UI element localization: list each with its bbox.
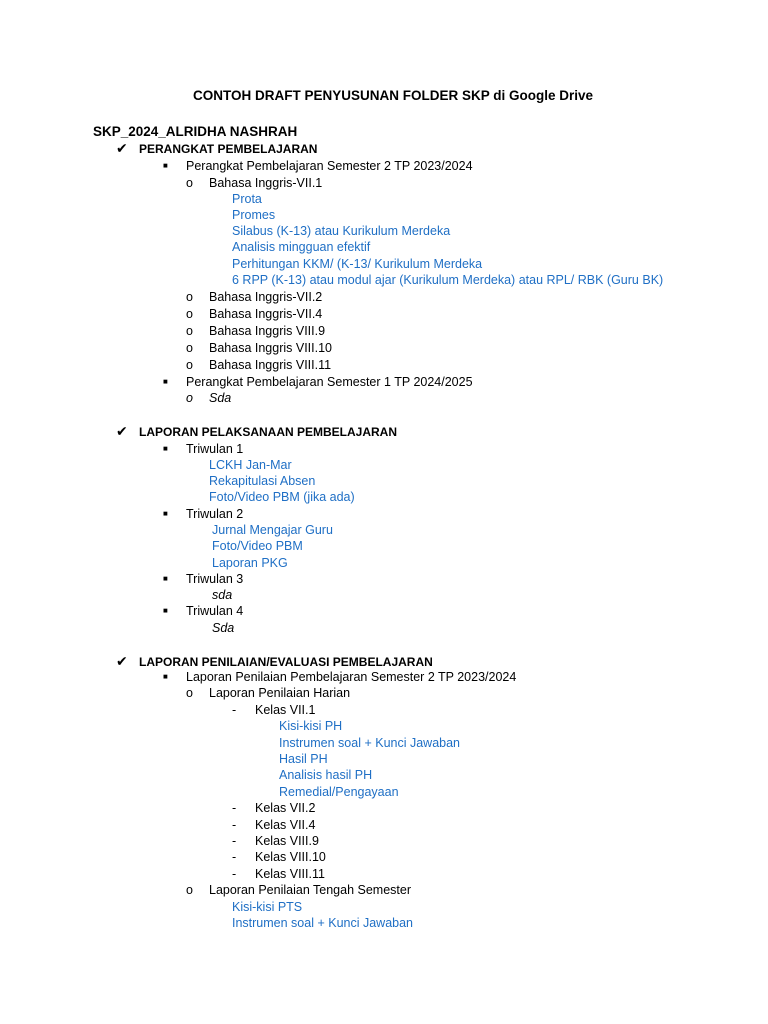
file-item: LCKH Jan-Mar — [209, 458, 292, 472]
file-item: Foto/Video PBM (jika ada) — [209, 490, 355, 504]
file-item: Analisis mingguan efektif — [232, 240, 371, 254]
folder-class: Kelas VII.1 — [255, 703, 316, 717]
file-item: Kisi-kisi PH — [279, 719, 343, 733]
square-bullet-icon: ■ — [163, 161, 168, 170]
dash-bullet-icon: - — [232, 703, 237, 717]
circle-bullet-icon: o — [186, 176, 193, 190]
folder-quarter: Triwulan 3 — [186, 572, 244, 586]
circle-bullet-icon: o — [186, 307, 193, 321]
section-heading: LAPORAN PELAKSANAAN PEMBELAJARAN — [139, 425, 398, 439]
square-bullet-icon: ■ — [163, 574, 168, 583]
file-item: Analisis hasil PH — [279, 768, 373, 782]
file-item: Foto/Video PBM — [212, 539, 303, 553]
file-item: Remedial/Pengayaan — [279, 785, 399, 799]
folder-class: Kelas VII.4 — [255, 818, 316, 832]
folder-semester: Perangkat Pembelajaran Semester 1 TP 2024/2025 — [186, 375, 473, 389]
section-heading: LAPORAN PENILAIAN/EVALUASI PEMBELAJARAN — [139, 655, 433, 669]
folder-class: Kelas VIII.11 — [255, 867, 325, 881]
circle-bullet-icon: o — [186, 358, 193, 372]
sub-note: Sda — [209, 391, 232, 405]
file-item: Jurnal Mengajar Guru — [212, 523, 333, 537]
checkmark-icon: ✔ — [116, 423, 128, 439]
folder-class: Bahasa Inggris-VII.4 — [209, 307, 323, 321]
file-item: Laporan PKG — [212, 556, 288, 570]
file-item: Perhitungan KKM/ (K-13/ Kurikulum Merdeka — [232, 257, 483, 271]
folder-semester: Laporan Penilaian Pembelajaran Semester 2 TP 2023/2024 — [186, 670, 517, 684]
root-folder: SKP_2024_ALRIDHA NASHRAH — [93, 124, 298, 139]
dash-bullet-icon: - — [232, 850, 237, 864]
circle-bullet-icon: o — [186, 391, 193, 405]
circle-bullet-icon: o — [186, 686, 193, 700]
square-bullet-icon: ■ — [163, 672, 168, 681]
sub-note: sda — [212, 588, 233, 602]
dash-bullet-icon: - — [232, 867, 237, 881]
document-title: CONTOH DRAFT PENYUSUNAN FOLDER SKP di Google Drive — [193, 88, 594, 103]
file-item: Kisi-kisi PTS — [232, 900, 303, 914]
circle-bullet-icon: o — [186, 290, 193, 304]
file-item: Instrumen soal + Kunci Jawaban — [232, 916, 414, 930]
folder-class: Bahasa Inggris-VII.2 — [209, 290, 323, 304]
folder-semester: Perangkat Pembelajaran Semester 2 TP 2023/2024 — [186, 159, 473, 173]
folder-class: Kelas VII.2 — [255, 801, 316, 815]
square-bullet-icon: ■ — [163, 377, 168, 386]
dash-bullet-icon: - — [232, 818, 237, 832]
folder-class: Bahasa Inggris VIII.9 — [209, 324, 326, 338]
file-item: Prota — [232, 192, 262, 206]
square-bullet-icon: ■ — [163, 606, 168, 615]
file-item: Promes — [232, 208, 276, 222]
dash-bullet-icon: - — [232, 801, 237, 815]
folder-class: Bahasa Inggris VIII.11 — [209, 358, 332, 372]
section-heading: PERANGKAT PEMBELAJARAN — [139, 142, 318, 156]
square-bullet-icon: ■ — [163, 509, 168, 518]
square-bullet-icon: ■ — [163, 444, 168, 453]
folder-class: Kelas VIII.10 — [255, 850, 326, 864]
folder-class: Kelas VIII.9 — [255, 834, 319, 848]
folder-quarter: Triwulan 1 — [186, 442, 244, 456]
file-item: Silabus (K-13) atau Kurikulum Merdeka — [232, 224, 451, 238]
folder-class: Bahasa Inggris-VII.1 — [209, 176, 323, 190]
file-item: Instrumen soal + Kunci Jawaban — [279, 736, 461, 750]
folder-assessment: Laporan Penilaian Harian — [209, 686, 351, 700]
circle-bullet-icon: o — [186, 341, 193, 355]
file-item: Rekapitulasi Absen — [209, 474, 316, 488]
file-item: 6 RPP (K-13) atau modul ajar (Kurikulum Merdeka) atau RPL/ RBK (Guru BK) — [232, 273, 664, 287]
folder-class: Bahasa Inggris VIII.10 — [209, 341, 332, 355]
checkmark-icon: ✔ — [116, 653, 128, 669]
sub-note: Sda — [212, 621, 235, 635]
folder-quarter: Triwulan 4 — [186, 604, 244, 618]
dash-bullet-icon: - — [232, 834, 237, 848]
circle-bullet-icon: o — [186, 883, 193, 897]
folder-assessment: Laporan Penilaian Tengah Semester — [209, 883, 411, 897]
file-item: Hasil PH — [279, 752, 328, 766]
folder-quarter: Triwulan 2 — [186, 507, 244, 521]
checkmark-icon: ✔ — [116, 140, 128, 156]
circle-bullet-icon: o — [186, 324, 193, 338]
